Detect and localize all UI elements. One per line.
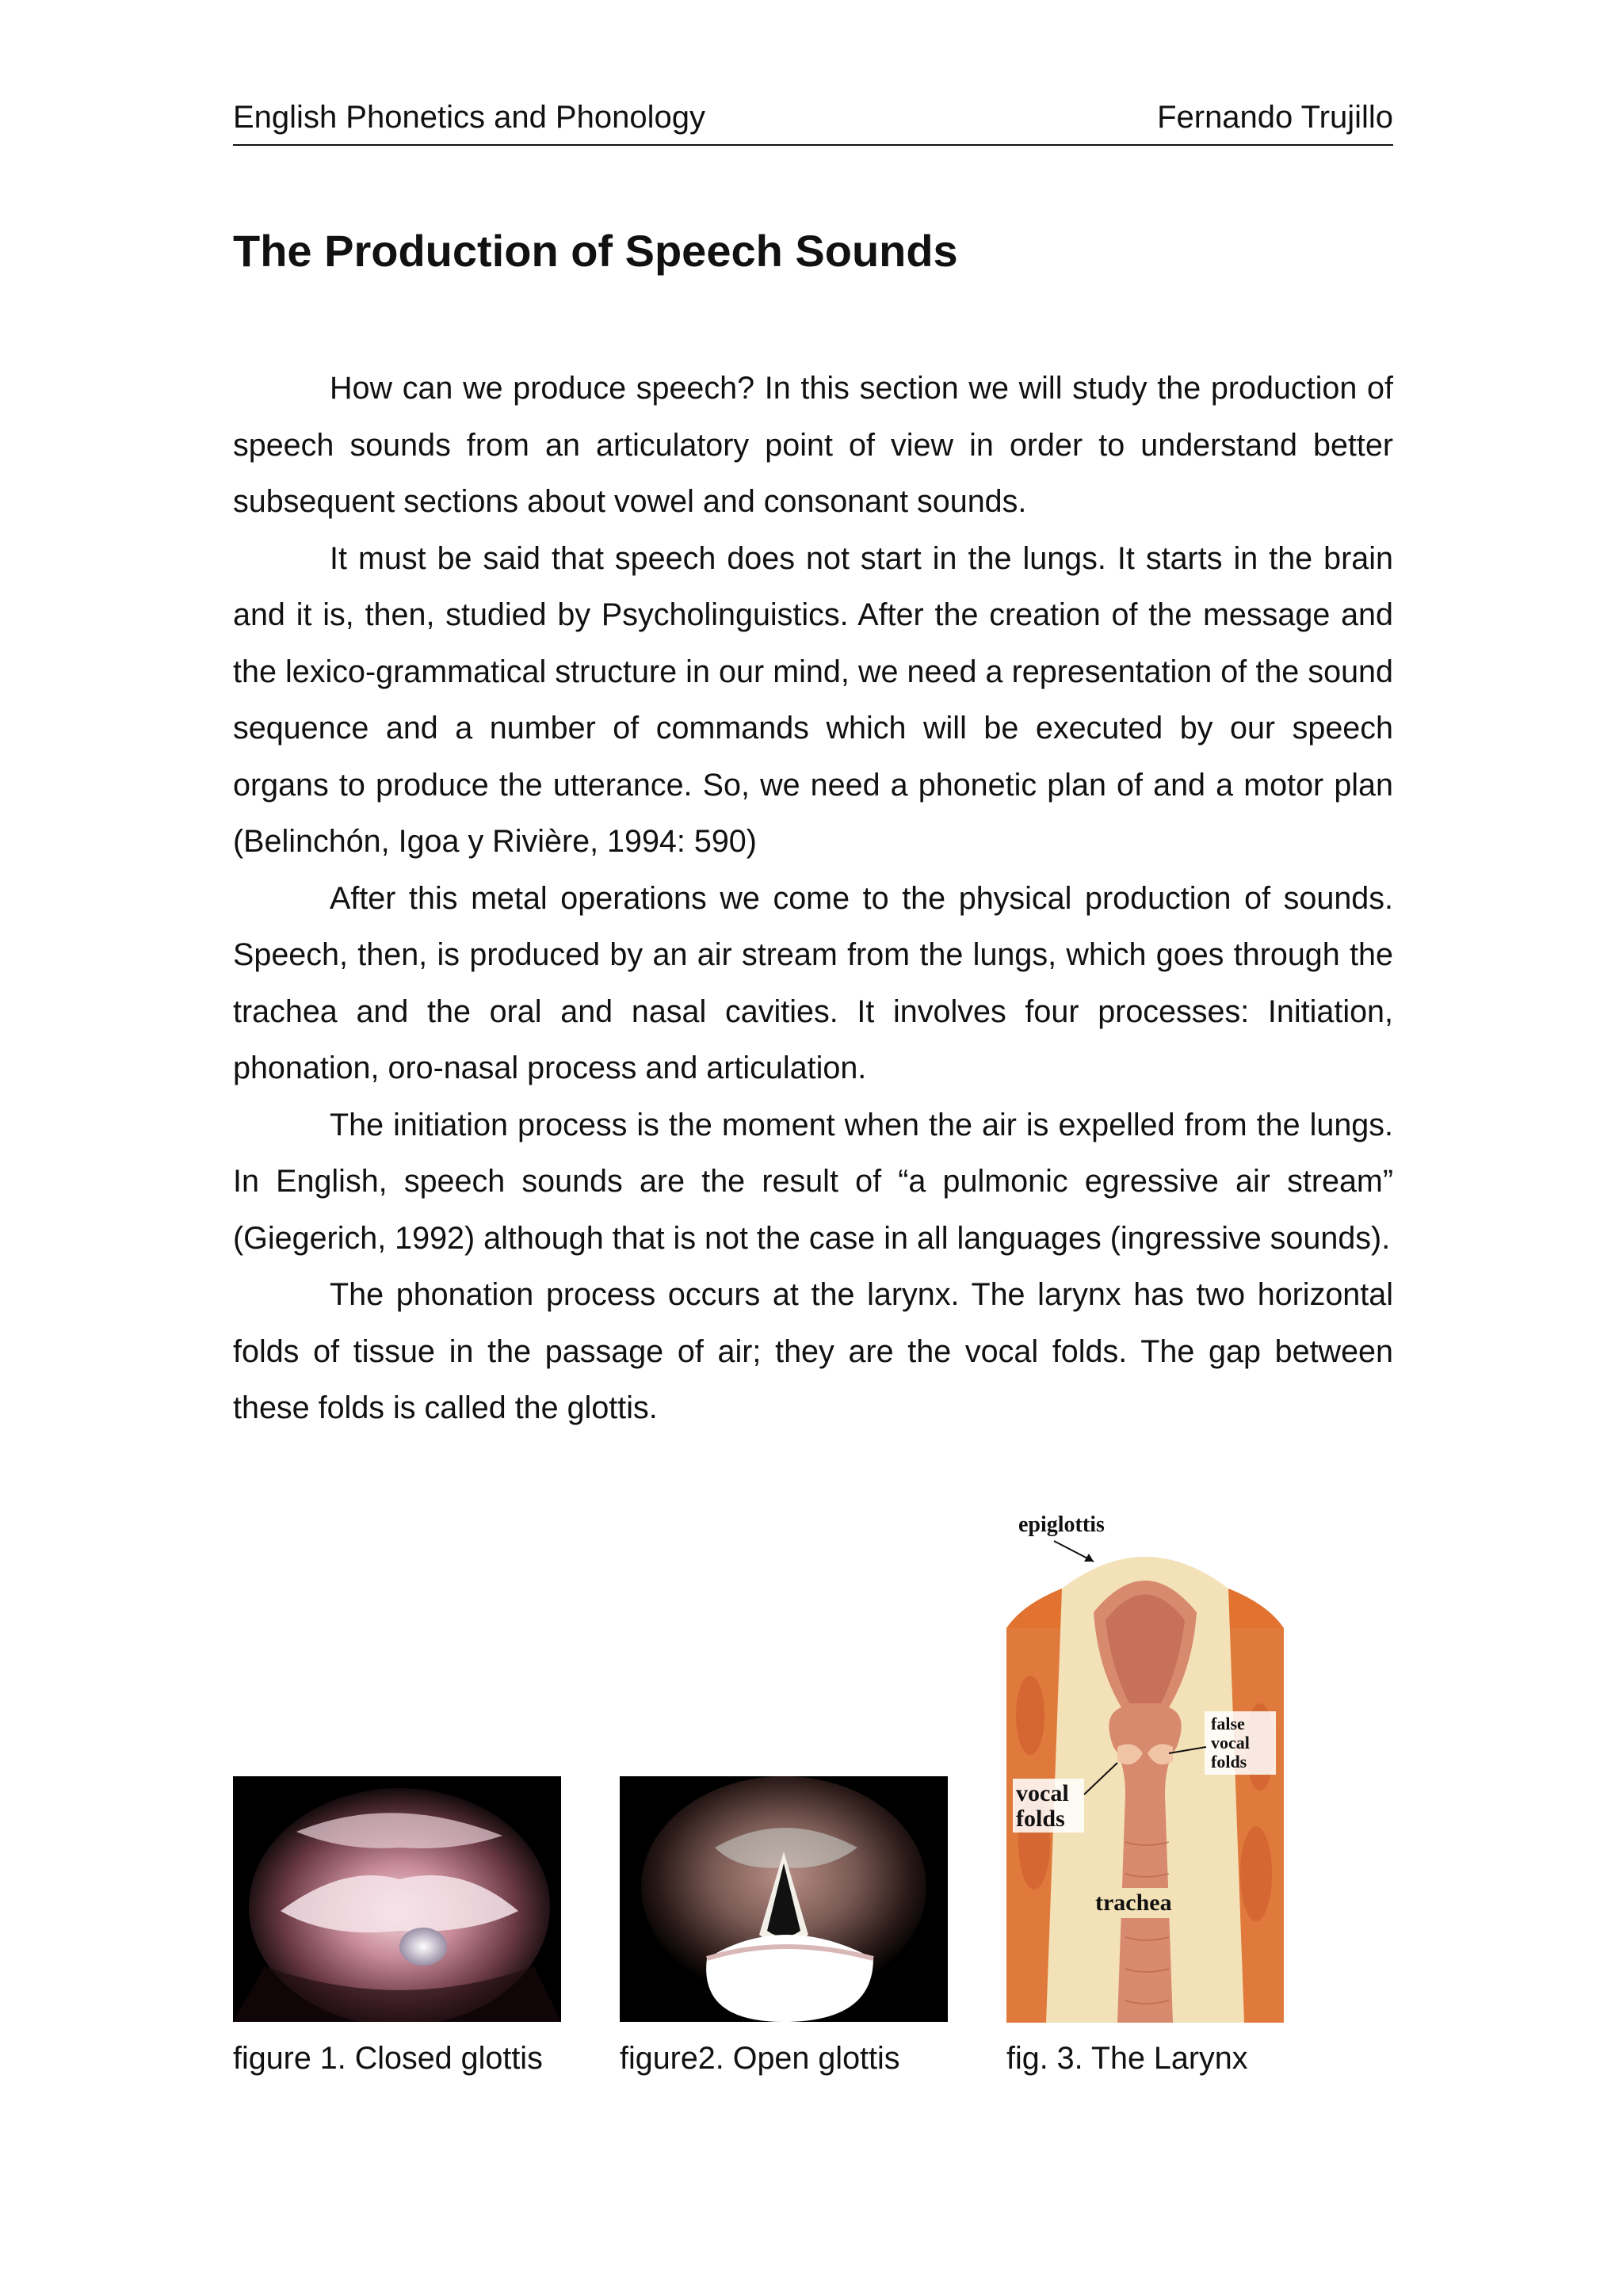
paragraph: After this metal operations we come to the physical production of sounds. Speech, then, is produced by an air stream from the lungs, which goes through the trachea and the oral and nasal cavities. It involves four processes: Initiation, phonation, oro-nasal process and articulation. [233,880,1393,1085]
paragraph: The initiation process is the moment when the air is expelled from the lungs. In English, speech sounds are the result of “a pulmonic egressive air stream” (Giegerich, 1992) although that is not the case in all languages (ingressive sounds). [233,1107,1393,1256]
open-glottis-illustration [620,1776,948,2022]
closed-glottis-illustration [233,1776,561,2022]
label-false-vocal-folds-3: folds [1211,1752,1247,1772]
paragraph: It must be said that speech does not start in the lungs. It starts in the brain and it is, then, studied by Psycholinguistics. After the creation of the message and the lexico-grammatical structure in our mind, we need a representation of the sound sequence and a number of commands which will be executed by our speech organs to produce the utterance. So, we need a phonetic plan of and a motor plan (Belinchón, Igoa y Rivière, 1994: 590) [233,540,1393,859]
body-text [233,360,1393,1437]
header-author: Fernando Trujillo [1157,100,1393,135]
paragraph: The phonation process occurs at the larynx. The larynx has two horizontal folds of tissue in the passage of air; they are the vocal folds. The gap between these folds is called the glottis. [233,1277,1393,1425]
open-glottis-image [620,1776,948,2022]
header-course-title: English Phonetics and Phonology [233,100,705,135]
larynx-diagram [1006,1509,1284,2023]
closed-glottis-image [233,1776,561,2022]
page-header [233,93,1393,146]
caption-figure-3: fig. 3. The Larynx [1006,2041,1248,2076]
larynx-illustration [1006,1509,1284,2023]
label-vocal-folds-2: folds [1016,1806,1065,1832]
paragraph: How can we produce speech? In this section we will study the production of speech sounds from an articulatory point of view in order to understand better subsequent sections about vowel and consonant sounds. [233,371,1393,519]
caption-figure-2: figure2. Open glottis [620,2041,900,2076]
label-vocal-folds-1: vocal [1016,1780,1069,1806]
label-false-vocal-folds-2: vocal [1211,1733,1250,1753]
caption-figure-1: figure 1. Closed glottis [233,2041,543,2076]
label-false-vocal-folds-1: false [1211,1714,1245,1733]
label-trachea: trachea [1095,1890,1172,1916]
section-title: The Production of Speech Sounds [233,226,958,276]
label-epiglottis: epiglottis [1018,1512,1105,1537]
